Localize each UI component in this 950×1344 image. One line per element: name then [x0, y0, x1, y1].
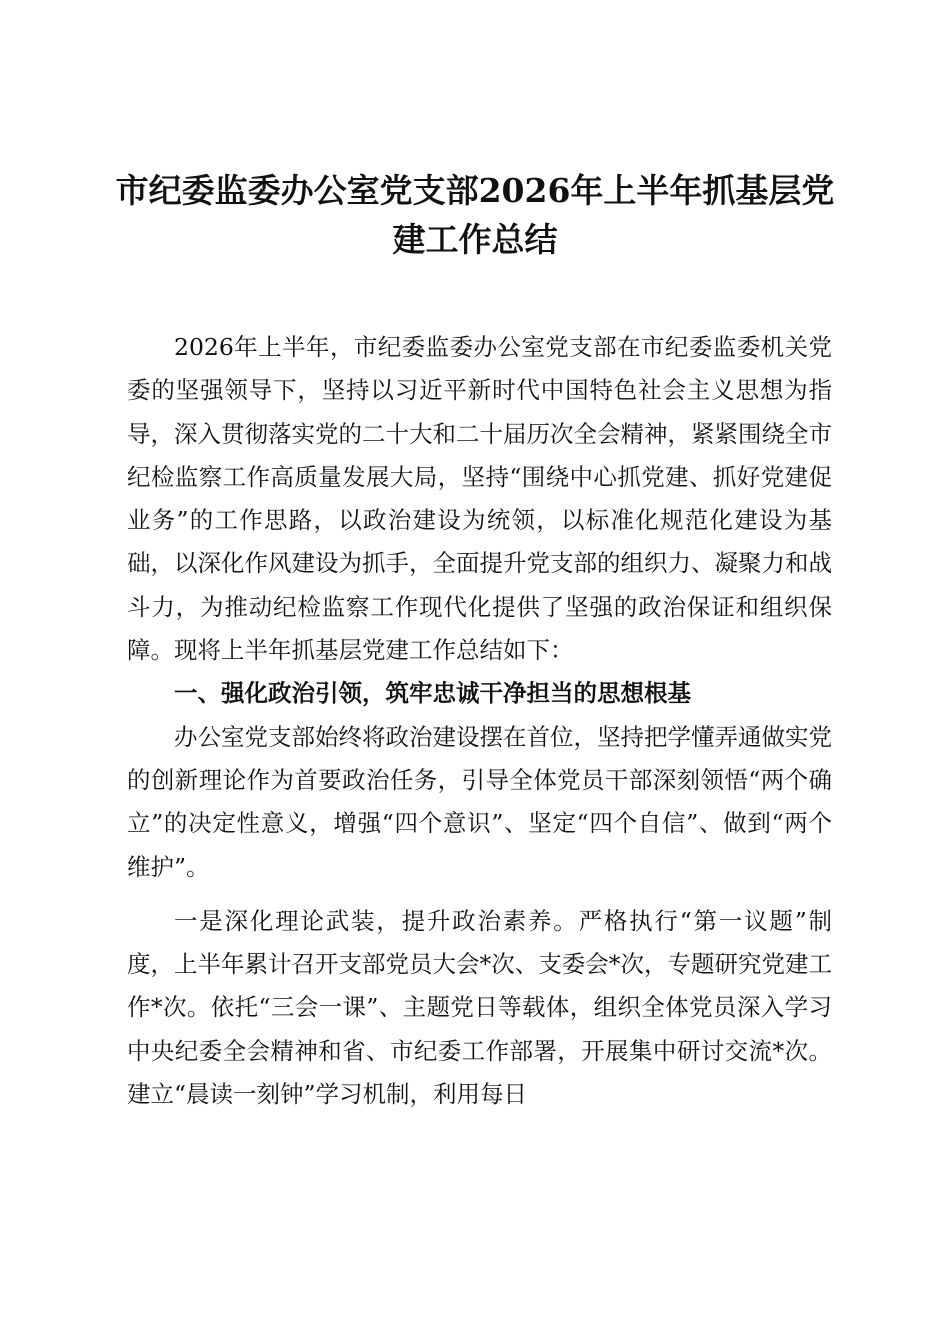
document-title: 市纪委监委办公室党支部2026年上半年抓基层党建工作总结	[115, 171, 835, 259]
section-1-paragraph: 办公室党支部始终将政治建设摆在首位，坚持把学懂弄通做实党的创新理论作为首要政治任务，引导全体党员干部深刻领悟“两个确立”的决定性意义，增强“四个意识”、坚定“四个自信”、做到“两个维护”。	[127, 722, 832, 881]
section-1-point-1-paragraph: 一是深化理论武装，提升政治素养。严格执行“第一议题”制度，上半年累计召开支部党员大会*次、支委会*次，专题研究党建工作*次。依托“三会一课”、主题党日等载体，组织全体党员深入学习中央纪委全会精神和省、市纪委工作部署，开展集中研讨交流*次。建立“晨读一刻钟”学习机制，利用每日	[127, 906, 832, 1109]
intro-paragraph: 2026年上半年，市纪委监委办公室党支部在市纪委监委机关党委的坚强领导下，坚持以习近平新时代中国特色社会主义思想为指导，深入贯彻落实党的二十大和二十届历次全会精神，紧紧围绕全市纪检监察工作高质量发展大局，坚持“围绕中心抓党建、抓好党建促业务”的工作思路，以政治建设为统领，以标准化规范化建设为基础，以深化作风建设为抓手，全面提升党支部的组织力、凝聚力和战斗力，为推动纪检监察工作现代化提供了坚强的政治保证和组织保障。现将上半年抓基层党建工作总结如下：	[127, 333, 832, 665]
document-body	[127, 326, 832, 1116]
section-heading-1: 一、强化政治引领，筑牢忠诚干净担当的思想根基	[174, 679, 691, 708]
